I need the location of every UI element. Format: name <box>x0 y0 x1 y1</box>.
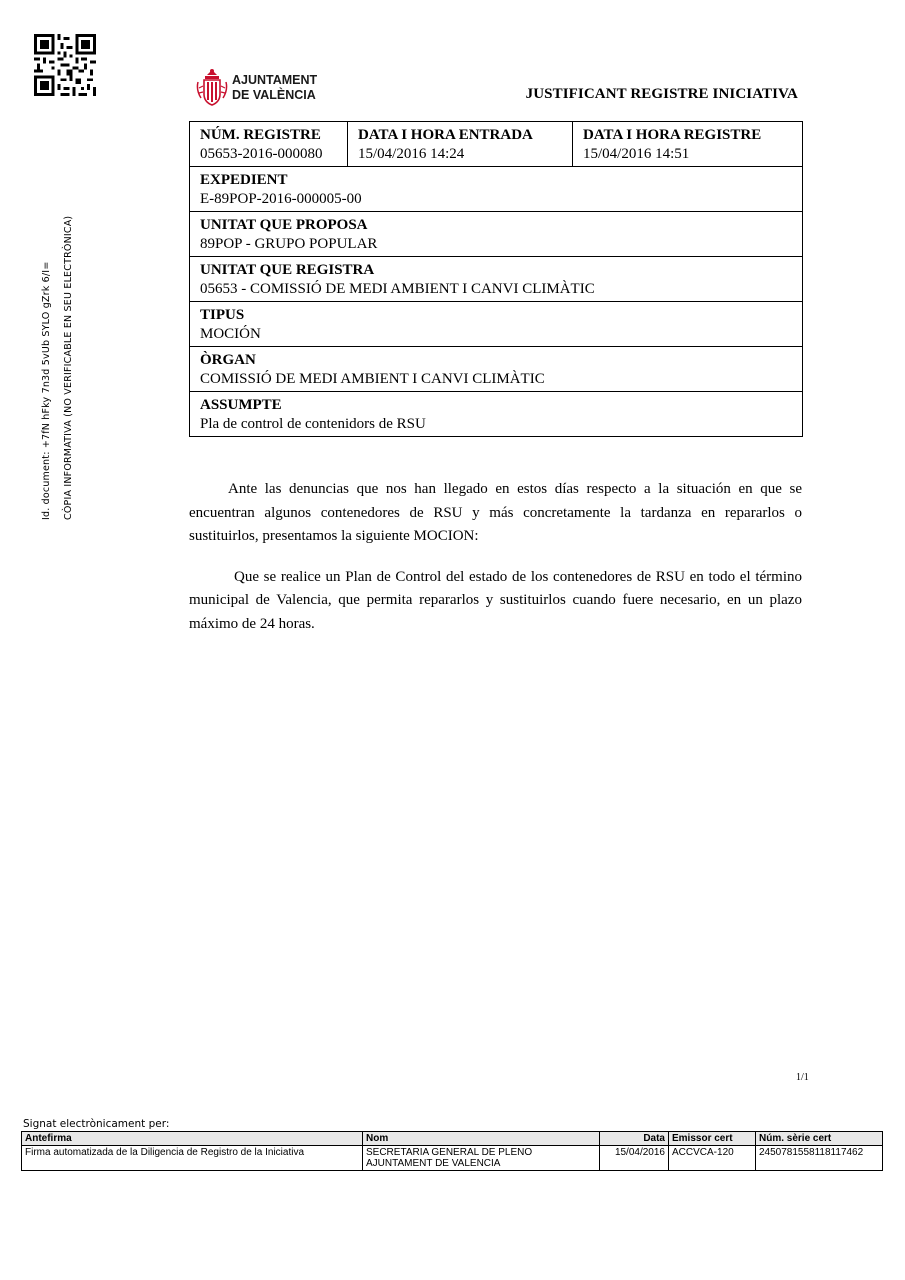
organ-cell <box>190 347 803 392</box>
expedient-value: E-89POP-2016-000005-00 <box>200 191 362 207</box>
tipus-cell <box>190 302 803 347</box>
tipus-label: TIPUS <box>200 307 245 323</box>
page-number: 1/1 <box>796 1072 809 1083</box>
sig-emissor: ACCVCA-120 <box>669 1146 756 1171</box>
unitat-proposa-value: 89POP - GRUPO POPULAR <box>200 236 378 252</box>
sig-nom-line-1: SECRETARIA GENERAL DE PLENO <box>366 1147 533 1158</box>
signature-row <box>22 1146 883 1171</box>
assumpte-cell <box>190 392 803 437</box>
document-id: Id. document: +7fN hFky 7n3d 5vUb SYLO gZrk 6/I= <box>41 261 52 520</box>
entrada-value: 15/04/2016 14:24 <box>358 146 465 162</box>
unitat-proposa-label: UNITAT QUE PROPOSA <box>200 217 368 233</box>
signed-by-label: Signat electrònicament per: <box>23 1118 170 1130</box>
document-title: JUSTIFICANT REGISTRE INICIATIVA <box>525 86 798 102</box>
sig-header-emissor: Emissor cert <box>669 1132 756 1146</box>
entrada-label: DATA I HORA ENTRADA <box>358 127 533 143</box>
expedient-label: EXPEDIENT <box>200 172 288 188</box>
data-registre-label: DATA I HORA REGISTRE <box>583 127 762 143</box>
assumpte-value: Pla de control de contenidors de RSU <box>200 416 426 432</box>
tipus-value: MOCIÓN <box>200 326 261 342</box>
entrada-cell <box>348 122 573 167</box>
body-paragraph-1: Ante las denuncias que nos han llegado en estos días respecto a la situación en que se encuentran algunos contenedores de RSU y más concretamente la tardanza en repararlos o sustituirlos, presentamos la siguiente MOCION: <box>189 481 802 544</box>
data-registre-value: 15/04/2016 14:51 <box>583 146 690 162</box>
motion-body <box>189 478 802 653</box>
side-document-info <box>36 216 80 520</box>
unitat-registra-cell <box>190 257 803 302</box>
sig-header-antefirma: Antefirma <box>22 1132 363 1146</box>
unitat-proposa-cell <box>190 212 803 257</box>
sig-header-data: Data <box>600 1132 669 1146</box>
sig-data: 15/04/2016 <box>600 1146 669 1171</box>
num-registre-label: NÚM. REGISTRE <box>200 127 321 143</box>
body-paragraph-2: Que se realice un Plan de Control del estado de los contenedores de RSU en todo el término municipal de Valencia, que permita repararlos y sustituirlos cuando fuere necesario, en un plazo máximo de 24 horas. <box>189 568 802 632</box>
sig-nom-line-2: AJUNTAMENT DE VALENCIA <box>366 1158 501 1169</box>
sig-serie: 2450781558118117462 <box>756 1146 883 1171</box>
sig-header-serie: Núm. sèrie cert <box>756 1132 883 1146</box>
copy-notice: CÒPIA INFORMATIVA (NO VERIFICABLE EN SEU ELECTRÒNICA) <box>63 215 74 520</box>
expedient-cell <box>190 167 803 212</box>
signature-table <box>21 1131 883 1171</box>
unitat-registra-value: 05653 - COMISSIÓ DE MEDI AMBIENT I CANVI CLIMÀTIC <box>200 281 595 297</box>
registration-table <box>189 121 803 437</box>
coat-of-arms-icon <box>196 68 228 108</box>
logo-line-2: DE VALÈNCIA <box>232 88 316 102</box>
data-registre-cell <box>573 122 803 167</box>
unitat-registra-label: UNITAT QUE REGISTRA <box>200 262 375 278</box>
sig-header-nom: Nom <box>363 1132 600 1146</box>
num-registre-value: 05653-2016-000080 <box>200 146 323 162</box>
assumpte-label: ASSUMPTE <box>200 397 282 413</box>
organ-label: ÒRGAN <box>200 352 256 368</box>
sig-nom <box>363 1146 600 1171</box>
sig-antefirma: Firma automatizada de la Diligencia de Registro de la Iniciativa <box>22 1146 363 1171</box>
num-registre-cell <box>190 122 348 167</box>
qr-code-icon <box>34 34 96 96</box>
city-logo <box>196 68 317 108</box>
organ-value: COMISSIÓ DE MEDI AMBIENT I CANVI CLIMÀTIC <box>200 371 545 387</box>
logo-line-1: AJUNTAMENT <box>232 73 318 87</box>
